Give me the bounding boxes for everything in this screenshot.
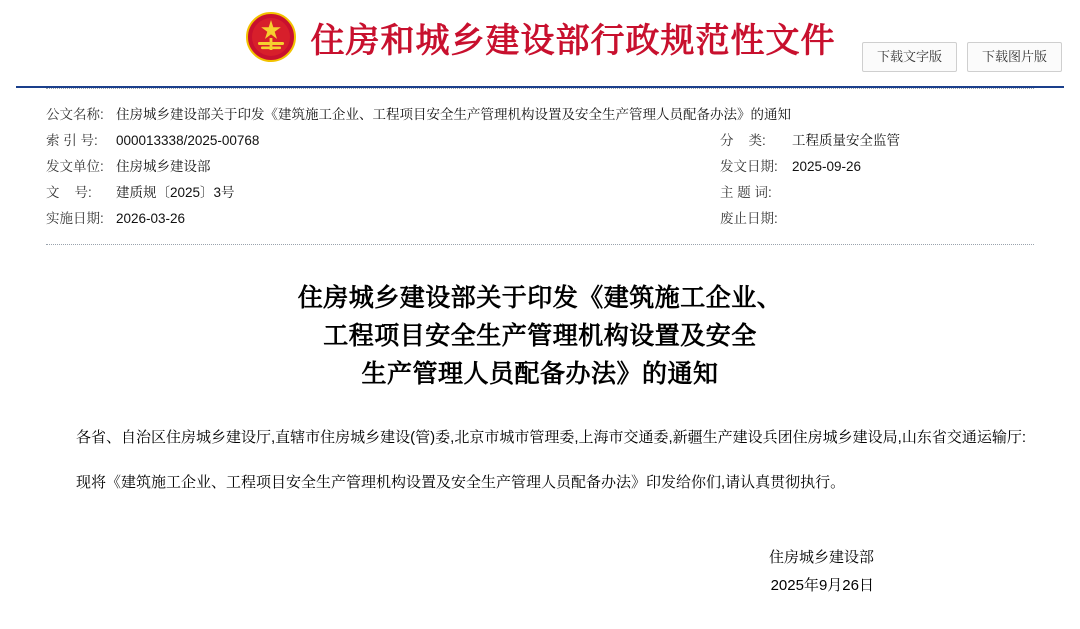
document-signature bbox=[46, 544, 1034, 600]
signature-organization: 住房城乡建设部 bbox=[768, 549, 874, 566]
meta-value-doc-number: 建质规〔2025〕3号 bbox=[116, 185, 235, 200]
header-brand bbox=[245, 11, 836, 63]
meta-value-issuer: 住房城乡建设部 bbox=[116, 159, 211, 174]
meta-value-category: 工程质量安全监管 bbox=[792, 133, 900, 148]
document-title-line-2: 工程项目安全生产管理机构设置及安全 bbox=[323, 321, 757, 350]
meta-label-index: 索 引 号: bbox=[46, 133, 98, 148]
meta-label-issuer: 发文单位: bbox=[46, 159, 104, 174]
meta-label-category: 分 类: bbox=[720, 133, 766, 148]
meta-value-index: 000013338/2025-00768 bbox=[116, 133, 260, 148]
meta-row-effective-date bbox=[46, 206, 1034, 232]
document-body bbox=[46, 245, 1034, 600]
meta-label-issue-date: 发文日期: bbox=[720, 159, 778, 174]
document-paragraph: 现将《建筑施工企业、工程项目安全生产管理机构设置及安全生产管理人员配备办法》印发给你们,请认真贯彻执行。 bbox=[76, 474, 846, 491]
document-title bbox=[46, 279, 1034, 393]
meta-value-doc-name: 住房城乡建设部关于印发《建筑施工企业、工程项目安全生产管理机构设置及安全生产管理人员配备办法》的通知 bbox=[116, 107, 791, 122]
document-addressee: 各省、自治区住房城乡建设厅,直辖市住房城乡建设(管)委,北京市城市管理委,上海市交通委,新疆生产建设兵团住房城乡建设局,山东省交通运输厅: bbox=[76, 429, 1027, 446]
meta-row-index bbox=[46, 128, 1034, 154]
meta-row-doc-number bbox=[46, 180, 1034, 206]
download-image-button[interactable]: 下载图片版 bbox=[967, 42, 1062, 72]
document-title-line-3: 生产管理人员配备办法》的通知 bbox=[361, 359, 719, 388]
document-metadata bbox=[46, 88, 1034, 245]
meta-row-doc-name bbox=[46, 102, 1034, 128]
header-actions bbox=[862, 42, 1062, 72]
meta-label-doc-name: 公文名称: bbox=[46, 107, 104, 122]
download-text-button[interactable]: 下载文字版 bbox=[862, 42, 957, 72]
meta-label-doc-number: 文 号: bbox=[46, 185, 92, 200]
site-title: 住房和城乡建设部行政规范性文件 bbox=[310, 20, 836, 61]
meta-value-issue-date: 2025-09-26 bbox=[792, 159, 862, 174]
meta-row-issuer bbox=[46, 154, 1034, 180]
meta-label-repeal-date: 废止日期: bbox=[720, 211, 778, 226]
page-header bbox=[0, 0, 1080, 86]
document-title-line-1: 住房城乡建设部关于印发《建筑施工企业、 bbox=[297, 283, 783, 312]
meta-label-effective-date: 实施日期: bbox=[46, 211, 104, 226]
national-emblem-icon bbox=[245, 11, 297, 63]
meta-value-effective-date: 2026-03-26 bbox=[116, 211, 186, 226]
signature-date: 2025年9月26日 bbox=[770, 577, 874, 594]
meta-label-keywords: 主 题 词: bbox=[720, 185, 772, 200]
